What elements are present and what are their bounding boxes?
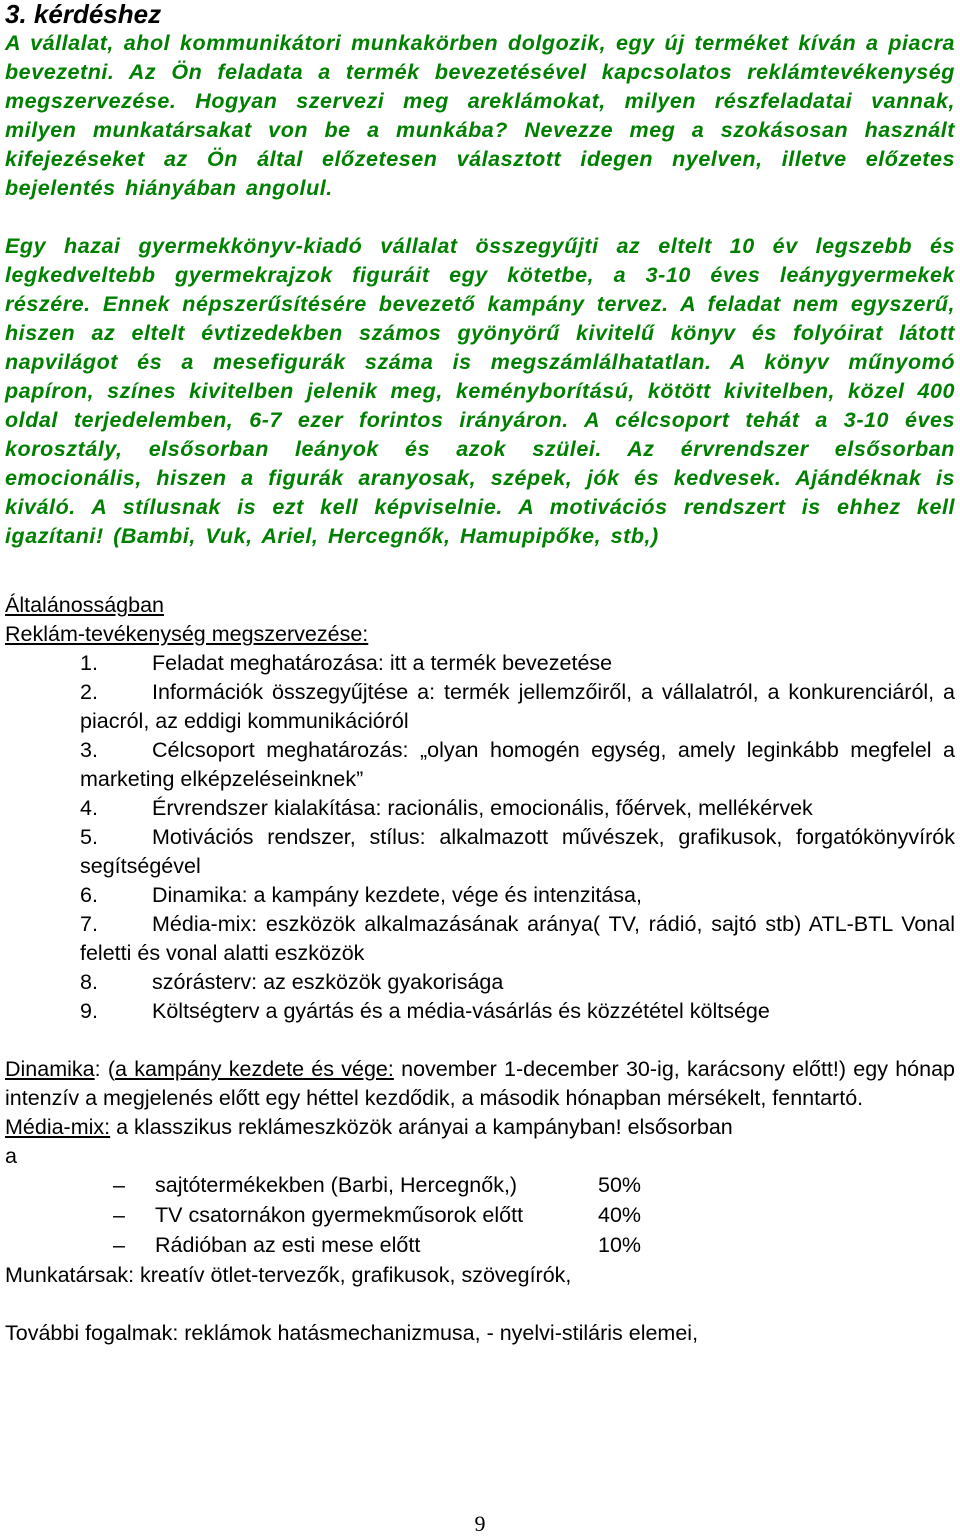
step-text: Információk összegyűjtése a: termék jellemzőiről, a vállalatról, a konkurenciáról, a piacról, az eddigi kommunikációról — [80, 680, 955, 733]
step-text: Média-mix: eszközök alkalmazásának aránya( TV, rádió, sajtó stb) ATL-BTL Vonal feletti és vonal alatti eszközök — [80, 912, 955, 965]
step-number: 5. — [80, 825, 98, 849]
step-number: 7. — [80, 912, 98, 936]
dynamics-label: Dinamika — [5, 1057, 95, 1081]
dash-bullet-icon: – — [113, 1173, 125, 1197]
step-item — [5, 997, 955, 1026]
step-item — [5, 736, 955, 794]
step-number: 6. — [80, 883, 98, 907]
media-mix-paragraph — [5, 1113, 955, 1142]
media-mix-item-label: TV csatornákon gyermekműsorok előtt — [155, 1203, 524, 1227]
step-text: Költségterv a gyártás és a média-vásárlás és közzététel költsége — [152, 999, 770, 1023]
page-number: 9 — [474, 1511, 486, 1536]
media-mix-item-label: Rádióban az esti mese előtt — [155, 1233, 421, 1257]
media-mix-item — [5, 1171, 955, 1201]
media-mix-text: a klasszikus reklámeszközök arányai a kampányban! elsősorban — [110, 1115, 733, 1139]
step-number: 8. — [80, 970, 98, 994]
media-mix-list — [5, 1171, 955, 1261]
case-description: Egy hazai gyermekkönyv-kiadó vállalat összegyűjti az eltelt 10 év legszebb és legkedveltebb gyermekrajzok figuráit egy kötetbe, a 3-10 éves leánygyermekek részére. Ennek népszerűsítésére bevezető kampány tervez. A feladat nem egyszerű, hiszen az eltelt évtizedekben számos gyönyörű kivitelű könyv és folyóirat látott napvilágot és a mesefigurák száma is megszámlálhatatlan. A könyv műnyomó papíron, színes kivitelben jelenik meg, keményborítású, kötött kivitelben, közel 400 oldal terjedelemben, 6-7 ezer forintos irányáron. — [5, 234, 955, 432]
media-mix-item-percent: 10% — [598, 1233, 642, 1257]
step-text: Célcsoport meghatározás: „olyan homogén egység, amely leginkább megfelel a marketing elképzeléseinknek” — [80, 738, 955, 791]
dash-bullet-icon: – — [113, 1203, 125, 1227]
task-paragraph: A vállalat, ahol kommunikátori munkakörben dolgozik, egy új terméket kíván a piacra bevezetni. Az Ön feladata a termék bevezetésével kapcsolatos reklámtevékenység megszervezése. Hogyan szervezi meg areklámokat, milyen részfeladatai vannak, milyen munkatársakat von be a munkába? Nevezze meg a szokásosan használt kifejezéseket az Ön által előzetesen választott idegen nyelven, illetve előzetes bejelentés hiányában angolul. — [5, 31, 955, 200]
dynamics-text: november 1-december 30-ig, karácsony előtt!) egy hónap intenzív a megjelenés előtt egy héttel kezdődik, a második hónapban mérsékelt, fenntartó. — [5, 1057, 956, 1110]
section-title: Általánosságban — [5, 593, 164, 617]
media-mix-item-percent: 50% — [598, 1173, 642, 1197]
step-number: 9. — [80, 999, 98, 1023]
step-number: 4. — [80, 796, 98, 820]
step-item — [5, 910, 955, 968]
step-item — [5, 968, 955, 997]
staff-line: Munkatársak: kreatív ötlet-tervezők, grafikusok, szövegírók, — [5, 1263, 572, 1287]
dynamics-colon: : ( — [94, 1057, 116, 1081]
media-mix-item-percent: 40% — [598, 1203, 642, 1227]
target-group-text: A célcsoport tehát a 3-10 éves korosztály, elsősorban leányok és azok szülei. Az érvrendszer elsősorban emocionális, hiszen a figurák aranyosak, szépek, jók és kedvesek. Ajándéknak is kiváló. A stílusnak is ezt kell képviselnie. A motivációs rendszert is ehhez kell igazítani! (Bambi, Vuk, Ariel, Hercegnők, Hamupipőke, stb,) — [5, 408, 955, 548]
step-text: Dinamika: a kampány kezdete, vége és intenzitása, — [152, 883, 642, 907]
step-text: Motivációs rendszer, stílus: alkalmazott művészek, grafikusok, forgatókönyvírók segítségével — [80, 825, 955, 878]
step-item — [5, 794, 955, 823]
step-number: 3. — [80, 738, 98, 762]
page-heading: 3. kérdéshez — [5, 0, 162, 29]
document-page — [5, 0, 955, 1348]
steps-list — [5, 649, 955, 1026]
media-mix-item-label: sajtótermékekben (Barbi, Hercegnők,) — [155, 1173, 518, 1197]
dynamics-sublabel: a kampány kezdete és vége: — [115, 1057, 394, 1081]
step-item — [5, 649, 955, 678]
step-item — [5, 823, 955, 881]
step-item — [5, 678, 955, 736]
media-mix-item — [5, 1201, 955, 1231]
step-text: szórásterv: az eszközök gyakorisága — [152, 970, 504, 994]
media-mix-label: Média-mix: — [5, 1115, 111, 1139]
step-number: 1. — [80, 651, 98, 675]
section-subtitle: Reklám-tevékenység megszervezése: — [5, 622, 369, 646]
step-item — [5, 881, 955, 910]
case-paragraph — [5, 232, 955, 551]
dash-bullet-icon: – — [113, 1233, 125, 1257]
further-concepts-line: További fogalmak: reklámok hatásmechanizmusa, - nyelvi-stiláris elemei, — [5, 1321, 699, 1345]
media-mix-line2: a — [5, 1144, 17, 1168]
step-text: Feladat meghatározása: itt a termék bevezetése — [152, 651, 613, 675]
media-mix-item — [5, 1231, 955, 1261]
step-number: 2. — [80, 680, 98, 704]
dynamics-paragraph — [5, 1055, 955, 1113]
step-text: Érvrendszer kialakítása: racionális, emocionális, főérvek, mellékérvek — [152, 796, 813, 820]
